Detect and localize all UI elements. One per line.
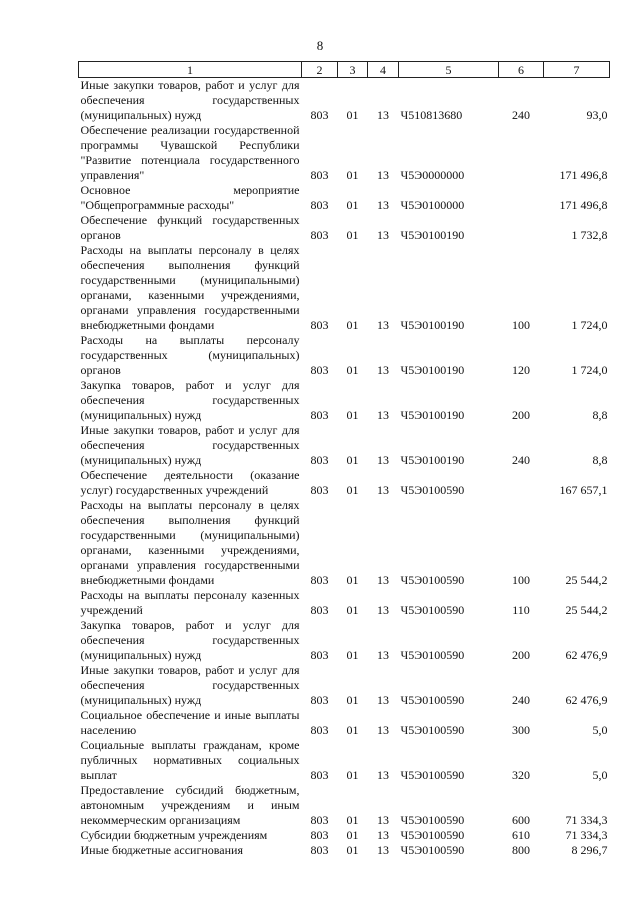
row-description: Иные закупки товаров, работ и услуг для обеспечения государственных (муниципальных) нужд	[80, 423, 300, 467]
row-expense-type: 240	[512, 453, 530, 467]
row-ministry-code: 803	[310, 828, 329, 842]
row-amount: 62 476,9	[565, 693, 608, 707]
row-expense-type	[499, 123, 544, 183]
row-ministry-code: 803	[310, 648, 329, 662]
table-row	[79, 123, 610, 183]
row-subsection-code: 13	[377, 318, 389, 332]
row-section-code: 01	[346, 603, 359, 617]
table-row	[79, 498, 610, 588]
row-ministry-code: 803	[310, 768, 329, 782]
row-expense-type: 600	[512, 813, 530, 827]
row-ministry-code: 803	[310, 813, 329, 827]
row-description: Обеспечение деятельности (оказание услуг) государственных учреждений	[80, 468, 300, 497]
column-header: 2	[302, 62, 338, 78]
row-target-article: Ч5Э0100190	[400, 318, 465, 332]
table-row	[79, 183, 610, 213]
table-row	[79, 468, 610, 498]
row-amount: 62 476,9	[565, 648, 608, 662]
row-ministry-code: 803	[310, 408, 329, 422]
row-description: Расходы на выплаты персоналу государственных (муниципальных) органов	[80, 333, 300, 377]
row-amount: 71 334,3	[565, 828, 608, 842]
row-target-article: Ч5Э0100190	[400, 363, 465, 377]
row-target-article: Ч5Э0100590	[400, 828, 465, 842]
table-row	[79, 738, 610, 783]
row-amount: 171 496,8	[559, 168, 608, 182]
row-description: Иные закупки товаров, работ и услуг для обеспечения государственных (муниципальных) нужд	[80, 663, 300, 707]
row-subsection-code: 13	[377, 828, 389, 842]
row-target-article: Ч5Э0100590	[400, 768, 465, 782]
table-row	[79, 333, 610, 378]
row-ministry-code: 803	[310, 723, 329, 737]
table-row	[79, 243, 610, 333]
row-expense-type: 300	[512, 723, 530, 737]
row-description: Закупка товаров, работ и услуг для обеспечения государственных (муниципальных) нужд	[80, 618, 300, 662]
row-expense-type: 100	[512, 573, 530, 587]
column-header: 3	[338, 62, 368, 78]
row-amount: 25 544,2	[565, 603, 608, 617]
row-subsection-code: 13	[377, 573, 389, 587]
row-subsection-code: 13	[377, 603, 389, 617]
row-section-code: 01	[346, 843, 359, 857]
row-section-code: 01	[346, 723, 359, 737]
budget-table	[78, 61, 610, 858]
table-row	[79, 378, 610, 423]
row-subsection-code: 13	[377, 693, 389, 707]
row-description: Закупка товаров, работ и услуг для обеспечения государственных (муниципальных) нужд	[80, 378, 300, 422]
row-target-article: Ч5Э0100590	[400, 603, 465, 617]
row-section-code: 01	[346, 828, 359, 842]
row-subsection-code: 13	[377, 363, 389, 377]
row-ministry-code: 803	[310, 108, 329, 122]
row-description: Обеспечение реализации государственной программы Чувашской Республики "Развитие потенциала государственного управления"	[80, 123, 300, 182]
row-subsection-code: 13	[377, 813, 389, 827]
row-expense-type: 800	[512, 843, 530, 857]
row-ministry-code: 803	[310, 168, 329, 182]
table-row	[79, 78, 610, 124]
row-description: Иные закупки товаров, работ и услуг для обеспечения государственных (муниципальных) нужд	[80, 78, 300, 122]
row-ministry-code: 803	[310, 843, 329, 857]
row-ministry-code: 803	[310, 603, 329, 617]
table-row	[79, 588, 610, 618]
row-ministry-code: 803	[310, 228, 329, 242]
row-target-article: Ч5Э0100590	[400, 693, 465, 707]
row-ministry-code: 803	[310, 318, 329, 332]
row-amount: 5,0	[592, 768, 608, 782]
row-subsection-code: 13	[377, 453, 389, 467]
row-section-code: 01	[346, 318, 359, 332]
row-expense-type	[499, 213, 544, 243]
row-ministry-code: 803	[310, 573, 329, 587]
row-target-article: Ч5Э0100190	[400, 453, 465, 467]
row-ministry-code: 803	[310, 693, 329, 707]
row-section-code: 01	[346, 813, 359, 827]
row-amount: 25 544,2	[565, 573, 608, 587]
row-ministry-code: 803	[310, 198, 329, 212]
row-subsection-code: 13	[377, 843, 389, 857]
table-row	[79, 828, 610, 843]
row-description: Основное мероприятие "Общепрограммные расходы"	[80, 183, 300, 212]
row-description: Субсидии бюджетным учреждениям	[80, 828, 268, 842]
row-section-code: 01	[346, 363, 359, 377]
row-description: Расходы на выплаты персоналу в целях обеспечения выполнения функций государственными (муниципальными) органами, казенными учреждениями, органами управления государственными внебюджетными фондами	[80, 498, 300, 587]
row-subsection-code: 13	[377, 648, 389, 662]
row-amount: 5,0	[592, 723, 608, 737]
row-expense-type: 200	[512, 408, 530, 422]
row-expense-type: 110	[512, 603, 530, 617]
row-amount: 171 496,8	[559, 198, 608, 212]
table-row	[79, 783, 610, 828]
table-row	[79, 708, 610, 738]
row-target-article: Ч5Э0100190	[400, 228, 465, 242]
row-description: Обеспечение функций государственных органов	[80, 213, 300, 242]
row-target-article: Ч5Э0100590	[400, 843, 465, 857]
row-target-article: Ч5Э0100000	[400, 198, 465, 212]
row-expense-type: 120	[512, 363, 530, 377]
row-ministry-code: 803	[310, 363, 329, 377]
row-section-code: 01	[346, 453, 359, 467]
row-target-article: Ч5Э0100590	[400, 723, 465, 737]
table-row	[79, 213, 610, 243]
row-subsection-code: 13	[377, 408, 389, 422]
row-target-article: Ч5Э0100590	[400, 483, 465, 497]
row-amount: 8,8	[592, 408, 608, 422]
row-amount: 1 732,8	[571, 228, 608, 242]
row-target-article: Ч510813680	[400, 108, 463, 122]
row-subsection-code: 13	[377, 723, 389, 737]
table-row	[79, 843, 610, 858]
row-subsection-code: 13	[377, 228, 389, 242]
row-expense-type	[499, 468, 544, 498]
row-ministry-code: 803	[310, 453, 329, 467]
table-row	[79, 663, 610, 708]
row-amount: 93,0	[586, 108, 608, 122]
row-section-code: 01	[346, 108, 359, 122]
row-description: Иные бюджетные ассигнования	[80, 843, 243, 857]
table-header-row	[79, 62, 610, 78]
column-header: 4	[368, 62, 399, 78]
row-subsection-code: 13	[377, 168, 389, 182]
row-expense-type: 240	[512, 108, 530, 122]
row-description: Предоставление субсидий бюджетным, автономным учреждениям и иным некоммерческим организациям	[80, 783, 300, 827]
table-row	[79, 423, 610, 468]
row-expense-type: 610	[512, 828, 530, 842]
row-amount: 1 724,0	[571, 318, 608, 332]
row-section-code: 01	[346, 768, 359, 782]
row-description: Расходы на выплаты персоналу в целях обеспечения выполнения функций государственными (муниципальными) органами, казенными учреждениями, органами управления государственными внебюджетными фондами	[80, 243, 300, 332]
column-header: 1	[79, 62, 302, 78]
row-expense-type: 100	[512, 318, 530, 332]
row-section-code: 01	[346, 168, 359, 182]
row-subsection-code: 13	[377, 483, 389, 497]
row-target-article: Ч5Э0000000	[400, 168, 465, 182]
row-ministry-code: 803	[310, 483, 329, 497]
row-target-article: Ч5Э0100590	[400, 573, 465, 587]
row-amount: 167 657,1	[559, 483, 608, 497]
row-expense-type: 320	[512, 768, 530, 782]
row-section-code: 01	[346, 648, 359, 662]
row-amount: 1 724,0	[571, 363, 608, 377]
row-amount: 8 296,7	[571, 843, 608, 857]
row-subsection-code: 13	[377, 108, 389, 122]
row-amount: 8,8	[592, 453, 608, 467]
row-subsection-code: 13	[377, 768, 389, 782]
row-expense-type: 240	[512, 693, 530, 707]
column-header: 5	[399, 62, 499, 78]
row-expense-type: 200	[512, 648, 530, 662]
row-section-code: 01	[346, 693, 359, 707]
page-number: 8	[316, 38, 324, 53]
row-section-code: 01	[346, 408, 359, 422]
row-amount: 71 334,3	[565, 813, 608, 827]
row-section-code: 01	[346, 228, 359, 242]
row-subsection-code: 13	[377, 198, 389, 212]
row-section-code: 01	[346, 198, 359, 212]
row-expense-type	[499, 183, 544, 213]
row-description: Социальное обеспечение и иные выплаты населению	[80, 708, 300, 737]
table-row	[79, 618, 610, 663]
column-header: 6	[499, 62, 544, 78]
row-section-code: 01	[346, 573, 359, 587]
row-description: Расходы на выплаты персоналу казенных учреждений	[80, 588, 300, 617]
row-target-article: Ч5Э0100190	[400, 408, 465, 422]
row-section-code: 01	[346, 483, 359, 497]
row-target-article: Ч5Э0100590	[400, 648, 465, 662]
row-description: Социальные выплаты гражданам, кроме публичных нормативных социальных выплат	[80, 738, 300, 782]
column-header: 7	[544, 62, 610, 78]
row-target-article: Ч5Э0100590	[400, 813, 465, 827]
